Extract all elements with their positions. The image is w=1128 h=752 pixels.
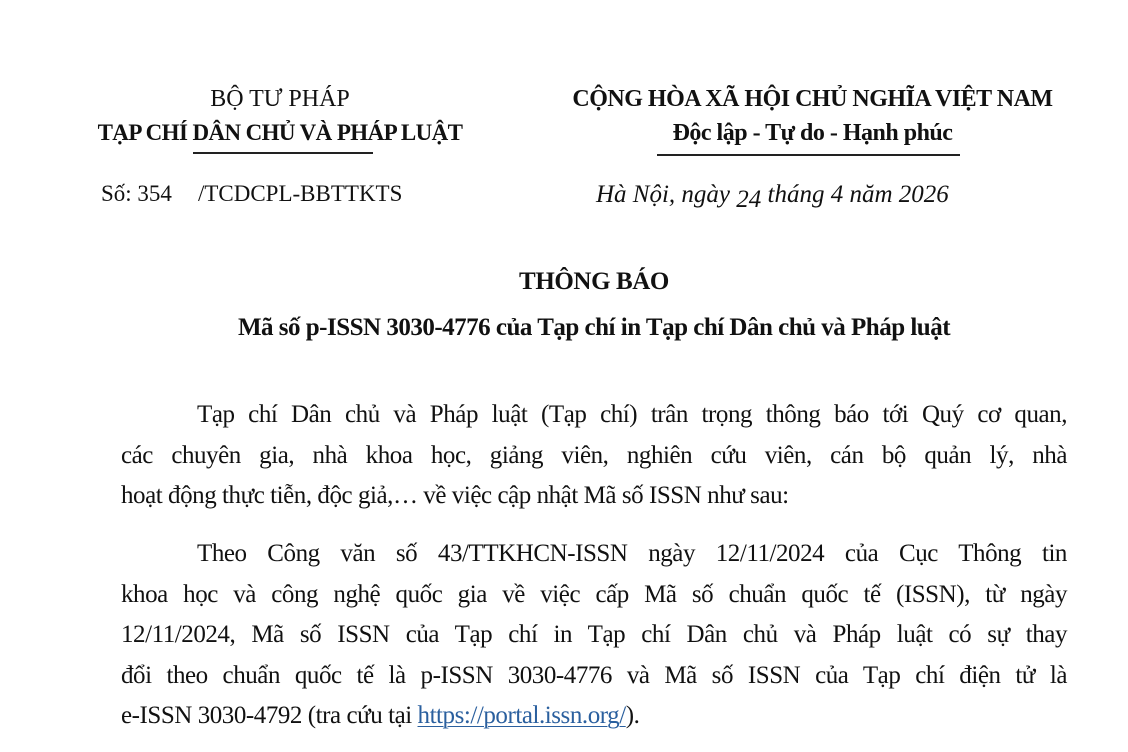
paragraph-line: hoạt động thực tiễn, độc giả,… về việc cập nhật Mã số ISSN như sau:: [121, 482, 789, 509]
paragraph-line: đổi theo chuẩn quốc tế là p-ISSN 3030-4776 và Mã số ISSN của Tạp chí điện tử là: [121, 661, 1067, 689]
paragraph-intro: [121, 395, 1067, 517]
issn-portal-link[interactable]: https://portal.issn.org/: [417, 702, 626, 729]
notice-title: THÔNG BÁO: [519, 268, 669, 295]
nation-name: CỘNG HÒA XÃ HỘI CHỦ NGHĨA VIỆT NAM: [572, 86, 1053, 112]
date-month-label: tháng: [767, 181, 825, 208]
paragraph-line: 12/11/2024, Mã số ISSN của Tạp chí in Tạp chí Dân chủ và Pháp luật có sự thay: [121, 621, 1067, 648]
date-year-label: năm: [849, 181, 893, 208]
paragraph-line: khoa học và công nghệ quốc gia về việc cấp Mã số chuẩn quốc tế (ISSN), từ ngày: [121, 580, 1067, 608]
paragraph-line: Theo Công văn số 43/TTKHCN-ISSN ngày 12/11/2024 của Cục Thông tin: [197, 540, 1067, 567]
date-day: 24: [736, 186, 762, 213]
date-place-prefix: Hà Nội, ngày: [596, 181, 731, 208]
agency-underline-divider: [193, 152, 373, 154]
link-suffix-text: ).: [625, 702, 640, 729]
ministry-name: BỘ TƯ PHÁP: [210, 86, 350, 112]
date-year: 2026: [898, 181, 949, 208]
motto-underline-divider: [657, 154, 960, 156]
paragraph-line: Tạp chí Dân chủ và Pháp luật (Tạp chí) trân trọng thông báo tới Quý cơ quan,: [197, 401, 1067, 428]
document-number-prefix: Số: 354: [101, 181, 172, 206]
document-number: [101, 179, 402, 209]
date-month: 4: [830, 181, 844, 208]
document-number-suffix: /TCDCPL-BBTTKTS: [197, 181, 403, 206]
national-motto: Độc lập - Tự do - Hạnh phúc: [672, 120, 953, 146]
paragraph-issn-update: [121, 534, 1067, 737]
link-prefix-text: e-ISSN 3030-4792 (tra cứu tại: [121, 702, 418, 729]
notice-subtitle: Mã số p-ISSN 3030-4776 của Tạp chí in Tạp chí Dân chủ và Pháp luật: [237, 314, 951, 341]
issue-date: [596, 179, 949, 211]
agency-name: TẠP CHÍ DÂN CHỦ VÀ PHÁP LUẬT: [97, 120, 463, 145]
paragraph-line: các chuyên gia, nhà khoa học, giảng viên, nghiên cứu viên, cán bộ quản lý, nhà: [121, 441, 1067, 469]
paragraph-line-last: [121, 696, 1067, 737]
